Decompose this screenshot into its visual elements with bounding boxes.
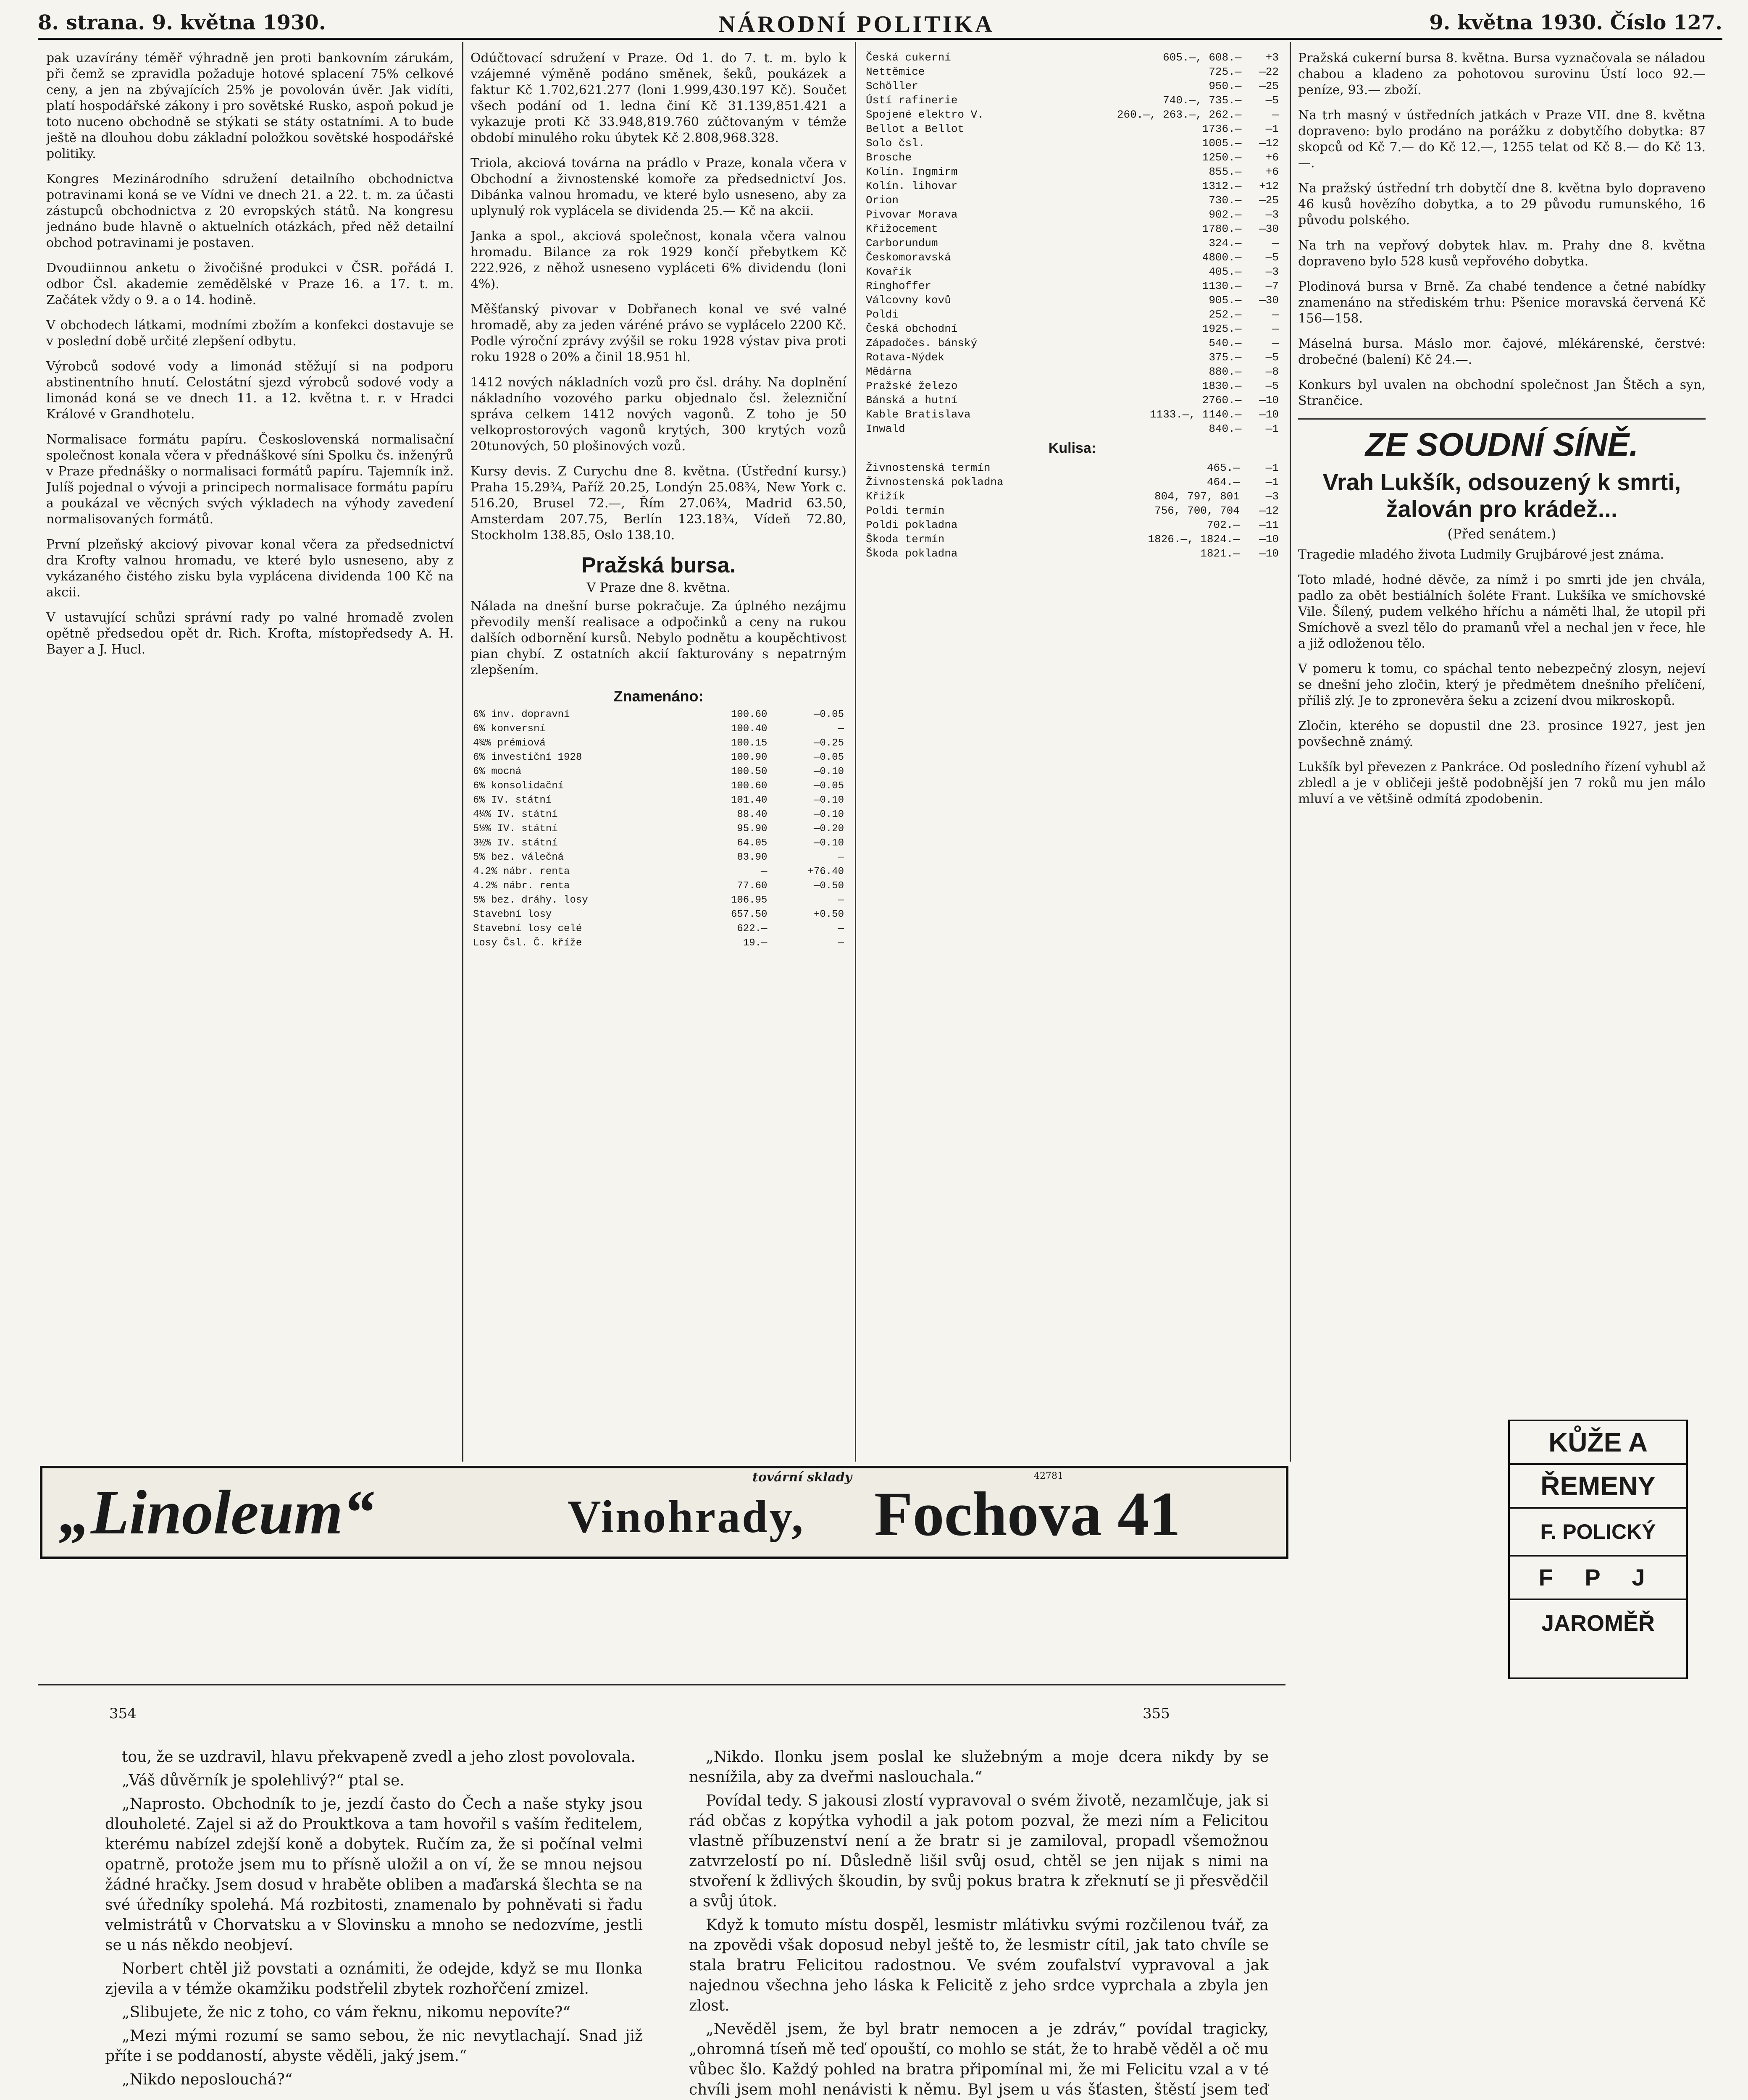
row-change: +0.50 [813,909,844,920]
ad-vinohrady: Vinohrady, [568,1491,805,1542]
row-change: —0.05 [813,780,844,792]
row-label: 5% bez. válečná [473,852,564,863]
article-paragraph: Konkurs byl uvalen na obchodní společnost Jan Štěch a syn, Strančice. [1298,378,1706,408]
ad-line: ŘEMENY [1510,1465,1686,1509]
linoleum-ad [40,1466,1288,1559]
row-label: Schöller [866,80,918,92]
page-header [38,8,1722,40]
section-divider [1298,418,1706,420]
row-change: —10 [1259,533,1279,546]
bond-table [471,708,846,950]
table-row [863,532,1281,546]
page-number-right: 355 [1143,1705,1170,1722]
table-row [863,236,1281,250]
row-label: Západočes. bánský [866,337,978,349]
row-label: Křižocement [866,223,938,235]
row-value: 1830.— [1202,380,1242,392]
bursa-date: V Praze dne 8. května. [586,580,731,595]
row-label: Mědárna [866,365,912,378]
article-paragraph: Na trh masný v ústředních jatkách v Praze VII. dne 8. května dopraveno: bylo prodáno na porážku z dobytčího dobytka: 87 skopců od Kč 7.— do Kč 12.—, 1255 telat od Kč 8.— do Kč 13.—. [1298,108,1706,171]
row-label: 4.2% nábr. renta [473,866,570,877]
table-row [471,736,846,751]
row-value: 100.90 [731,752,768,763]
row-change: —0.05 [813,752,844,763]
row-change: — [1272,323,1279,335]
court-subtitle: (Před senátem.) [1447,526,1556,542]
row-change: —5 [1265,351,1279,364]
table-row [863,222,1281,236]
table-row [471,708,846,722]
row-change: +6 [1265,151,1279,164]
article-paragraph: Dvoudiinnou anketu o živočišné produkci v ČSR. pořádá I. odbor Čsl. akademie zemědělské v Praze 16. a 17. t. m. Začátek vždy o 9. a o 14. hodině. [46,261,454,307]
row-value: 375.— [1209,351,1242,364]
row-value: 464.— [1207,476,1240,488]
ad-line: F. POLICKÝ [1510,1509,1686,1557]
row-change: —10 [1259,408,1279,421]
article-paragraph: Na trh na vepřový dobytek hlav. m. Prahy dne 8. května dopraveno bylo 528 kusů vepřového dobytka. [1298,238,1706,269]
row-label: Kable Bratislava [866,408,971,421]
row-label: Inwald [866,423,905,435]
row-value: 902.— [1209,208,1242,221]
row-value: 106.95 [731,895,768,906]
table-row [471,822,846,836]
znamenano-title: Znamenáno: [613,688,704,705]
court-paragraph: Zločin, kterého se dopustil dne 23. prosince 1927, jest jen povšechně známý. [1298,719,1706,749]
novel-paragraph: Povídal tedy. S jakousi zlostí vypravoval o svém životě, nezamlčuje, jak si rád občas z kopýtka vyhodil a jak potom pozval, že mezi ním a Felicitou vlastně příbuzenství není a že bratr si je zamiloval, propadl všemožnou zatvrzelostí po ní. Důsledně lišil svůj osud, chtěl se jen nijak s nimi na stvoření k ždlivých škoudin, by svůj pokus bratra k zřeknutí se ji přesvědčil a svůj útok. [689,1792,1269,1910]
row-change: —3 [1265,265,1279,278]
row-value: 1005.— [1202,137,1242,150]
table-row [863,279,1281,293]
row-value: 740.—, 735.— [1163,94,1242,107]
row-label: Ringhoffer [866,280,932,292]
kulisa-table [863,461,1281,561]
row-value: 540.— [1209,337,1242,349]
feuilleton-left [105,1747,643,2100]
bursa-title: Pražská bursa. [581,553,736,578]
article-paragraph: Odúčtovací sdružení v Praze. Od 1. do 7. t. m. bylo k vzájemné výměně podáno směnek, šeků, poukázek a faktur Kč 1.702,621.277 (loni 1.999,430.197 Kč). Součet všech podání od 1. ledna činí Kč 31.139,851.421 a vykazuje proti Kč 33.948,819.760 zúčtovaným v témže období minulého roku úbytek Kč 2.808,968.328. [471,51,846,145]
table-row [863,365,1281,379]
row-change: —5 [1265,380,1279,392]
bursa-text: Nálada na dnešní burse pokračuje. Za úplného nezájmu převodily menší realisace a odpočinků a ceny na rukou dalších odbornění kursů. Nebylo podnětu a koupěchtivost pian chybí. Z ostatních akcií fakturovány s nepatrným zlepšením. [471,599,846,677]
row-label: Poldi pokladna [866,519,958,531]
row-change: —7 [1265,280,1279,292]
court-heading: ZE SOUDNÍ SÍNĚ. [1365,426,1639,463]
row-change: —11 [1259,519,1279,531]
table-row [863,407,1281,422]
table-row [471,865,846,879]
table-row [471,879,846,893]
row-value: 77.60 [737,880,768,892]
table-row [863,336,1281,350]
row-label: Rotava-Nýdek [866,351,945,364]
row-change: — [1272,108,1279,121]
novel-paragraph: „Nikdo neposlouchá?“ [122,2071,293,2088]
row-value: 1826.—, 1824.— [1148,533,1240,546]
court-paragraph: Lukšík byl převezen z Pankráce. Od posledního řízení vyhubl až zbledl a je v obličeji ještě podobnější jen 7 roků mu jen málo mluví a ve většině odmítá zpodobenin. [1298,760,1706,806]
row-change: —3 [1265,208,1279,221]
row-value: 83.90 [737,852,768,863]
row-value: — [761,866,768,877]
row-change: —12 [1259,137,1279,150]
court-paragraph: Tragedie mladého života Ludmily Grujbárové jest známa. [1298,547,1664,562]
row-change: —25 [1259,194,1279,207]
row-value: 100.50 [731,766,768,777]
row-change: — [838,852,844,863]
feuilleton-rule [38,1684,1285,1685]
table-row [863,122,1281,136]
row-value: 1821.— [1200,547,1240,560]
column-rule [855,42,856,1462]
row-value: 804, 797, 801 [1154,490,1240,503]
row-label: Nettěmice [866,66,925,78]
row-label: Křižík [866,490,905,503]
row-label: Živnostenská termín [866,462,991,474]
row-label: Carborundum [866,237,938,249]
table-row [863,193,1281,207]
row-value: 100.40 [731,723,768,735]
column-finance [471,50,846,1453]
table-row [863,65,1281,79]
column-rule [462,42,463,1462]
row-label: Bellot a Bellot [866,123,965,135]
ad-line: F P J [1510,1557,1686,1600]
table-row [863,108,1281,122]
row-label: Škoda termín [866,533,945,546]
row-label: 5% bez. dráhy. losy [473,895,588,906]
table-row [471,722,846,736]
table-row [863,489,1281,504]
table-row [863,475,1281,489]
table-row [863,546,1281,561]
table-row [471,779,846,793]
row-value: 252.— [1209,308,1242,321]
row-value: 95.90 [737,823,768,835]
article-paragraph: pak uzavírány téměř výhradně jen proti bankovním zárukám, při čemž se zpravidla požaduje hotové splacení 75% celkové ceny, a jen na zbývajících 25% je povolován úvěr. Jak vidíti, platí hospodářské zákony i pro sovětské Rusko, aspoň pokud je toto nuceno obchodně se stýkati se státy ostatními. A to bude ještě na dlouhou dobu základní položkou sovětské hospodářské politiky. [46,51,454,161]
row-change: +76.40 [807,866,844,877]
article-paragraph: 1412 nových nákladních vozů pro čsl. dráhy. Na doplnění nákladního vozového parku objednalo čsl. železniční správa celkem 1412 nových vagonů. Z toho je 50 velkoprostorových vagonů krytých, 300 krytých vozů 20tunových, 50 plošinových vozů. [471,375,846,454]
novel-paragraph: Norbert chtěl již povstati a oznámiti, že odejde, když se mu Ilonka zjevila a v témže okamžiku podstřelil zbytek rozhořčení zmizel. [105,1960,643,1998]
row-change: —3 [1265,490,1279,503]
article-paragraph: Triola, akciová továrna na prádlo v Praze, konala včera v Obchodní a živnostenské komoře za předsednictví Jos. Dibánka valnou hromadu, ve které bylo usneseno, aby za uplynulý rok vyplácela se dividenda 25.— Kč na akcii. [471,156,846,218]
table-row [471,908,846,922]
row-label: 6% inv. dopravní [473,709,570,720]
header-right: 9. května 1930. Číslo 127. [1429,11,1722,34]
row-change: — [1272,237,1279,249]
table-row [863,93,1281,108]
article-paragraph: První plzeňský akciový pivovar konal včera za předsednictví dra Krofty valnou hromadu, ve které bylo usneseno, aby z vykázaného čistého zisku byla vyplácena dividenda 100 Kč na akcii. [46,537,454,600]
row-change: — [838,723,844,735]
row-change: —25 [1259,80,1279,92]
row-change: — [1272,337,1279,349]
row-label: Stavební losy celé [473,923,582,934]
row-change: —10 [1259,547,1279,560]
row-label: 6% IV. státní [473,795,552,806]
article-paragraph: Měšťanský pivovar v Dobřanech konal ve své valné hromadě, aby za jeden váréné právo se vyplácelo 2200 Kč. Podle výroční zprávy zvýšil se roku 1928 výstav piva proti roku 1928 o 20% a činil 18.951 hl. [471,302,846,365]
row-label: 6% mocná [473,766,522,777]
court-paragraph: V pomeru k tomu, co spáchal tento nebezpečný zlosyn, nejeví se dnešní jeho zločin, který je předmětem dnešního přelíčení, příliš zlý. Je to zpronevěra šeku a zcizení dvou mikroskopů. [1298,662,1706,708]
table-row [471,836,846,850]
row-value: 855.— [1209,165,1242,178]
novel-paragraph: „Mezi mými rozumí se samo sebou, že nic nevytlachají. Snad již příte i se poddaností, abyste věděli, jaký jsem.“ [105,2027,643,2065]
table-row [471,922,846,936]
feuilleton-right [689,1747,1269,2100]
row-change: —30 [1259,294,1279,307]
row-value: 2760.— [1202,394,1242,407]
row-value: 657.50 [731,909,768,920]
row-change: — [838,923,844,934]
row-change: —1 [1265,462,1279,474]
court-title: Vrah Lukšík, odsouzený k smrti, žalován pro krádež... [1322,469,1681,522]
row-value: 1925.— [1202,323,1242,335]
novel-paragraph: „Slibujete, že nic z toho, co vám řeknu, nikomu nepovíte?“ [122,2004,570,2021]
table-row [863,350,1281,365]
table-row [863,422,1281,436]
row-value: 100.15 [731,738,768,749]
table-row [863,504,1281,518]
ad-line: KŮŽE A [1510,1421,1686,1465]
table-row [863,293,1281,307]
novel-paragraph: „Nikdo. Ilonku jsem poslal ke služebným a moje dcera nikdy by se nesnížila, aby za dveřmi naslouchala.“ [689,1748,1269,1786]
row-value: 260.—, 263.—, 262.— [1117,108,1242,121]
row-label: Živnostenská pokladna [866,476,1004,488]
article-paragraph: Na pražský ústřední trh dobytčí dne 8. května bylo dopraveno 46 kusů hovězího dobytka, a to 29 původu rumunského, 16 původu polského. [1298,181,1706,228]
column-economy [46,50,454,1445]
row-label: Válcovny kovů [866,294,951,307]
row-change: +6 [1265,165,1279,178]
row-value: 1736.— [1202,123,1242,135]
article-paragraph: Kursy devis. Z Curychu dne 8. května. (Ústřední kursy.) Praha 15.29¾, Paříž 20.25, Londýn 25.08¾, New York c. 516.20, Brusel 72.—, Řím 27.06¾, Madrid 63.50, Amsterdam 207.75, Berlín 123.18¾, Vídeň 72.80, Stockholm 138.85, Oslo 138.10. [471,464,846,543]
article-paragraph: Pražská cukerní bursa 8. května. Bursa vyznačovala se náladou chabou a kladeno za pohotovou surovinu Ústí loco 92.— peníze, 93.— zboží. [1298,51,1706,97]
row-label: Stavební losy [473,909,552,920]
row-change: —10 [1259,394,1279,407]
table-row [471,936,846,950]
row-change: —22 [1259,66,1279,78]
row-value: 1130.— [1202,280,1242,292]
row-change: —8 [1265,365,1279,378]
masthead: NÁRODNÍ POLITIKA [718,11,995,37]
ad-line: JAROMĚŘ [1541,1611,1655,1636]
row-value: 101.40 [731,795,768,806]
row-label: 3½% IV. státní [473,837,558,849]
row-change: —5 [1265,251,1279,264]
article-paragraph: Plodinová bursa v Brně. Za chabé tendence a četné nabídky znamenáno na střediském trhu: Pšenice moravská červená Kč 156—158. [1298,279,1706,326]
table-row [471,751,846,765]
row-label: 6% konsolidační [473,780,564,792]
row-change: —0.50 [813,880,844,892]
row-label: Poldi termín [866,504,945,517]
table-row [863,393,1281,407]
row-value: 880.— [1209,365,1242,378]
row-change: —1 [1265,476,1279,488]
row-label: Kolín. Ingmirm [866,165,958,178]
row-value: 1312.— [1202,180,1242,192]
row-change: —1 [1265,123,1279,135]
row-value: 405.— [1209,265,1242,278]
novel-paragraph: „Naprosto. Obchodník to je, jezdí často do Čech a naše styky jsou dlouholeté. Zajel si až do Prouktkova a tam hovořil s vaším ředitelem, kterému nabízel zdejší koně a dobytek. Ručím za, že si počínal velmi opatrně, protože jsem mu to přísně uložil a on ví, že se mnou nejsou žádné hračky. Jsem dosud v hraběte obliben a maďarská šlechta se na své úředníky spolehá. Má rozbitosti, znamenalo by pohněvati si řadu velmistrátů v Chorvatsku a v Slovinsku a mnoho se nedozvíme, jestli se u nás někdo neobjeví. [105,1796,643,1954]
row-change: —30 [1259,223,1279,235]
novel-paragraph: tou, že se uzdravil, hlavu překvapeně zvedl a jeho zlost povolovala. [122,1748,636,1766]
row-label: Orion [866,194,899,207]
table-row [863,150,1281,165]
row-label: 5½% IV. státní [473,823,558,835]
row-label: Ústí rafinerie [866,94,958,107]
novel-paragraph: Když k tomuto místu dospěl, lesmistr mlátivku svými rozčilenou tvář, za na zpovědi však doposud nebyl ještě to, že lesmistr cítil, jak tato chvíle se stala bratru Felicitou radostnou. Ve svém zoufalství vypravoval a jak najednou všechna jeho láska k Felicitě z jeho srdce vyprchala a zbyla jen zlost. [689,1916,1269,2014]
table-row [863,179,1281,193]
row-label: Českomoravská [866,251,951,264]
row-value: 725.— [1209,66,1242,78]
row-change: —5 [1265,94,1279,107]
table-row [863,50,1281,65]
row-value: 905.— [1209,294,1242,307]
row-change: —0.25 [813,738,844,749]
table-row [863,518,1281,532]
row-label: Česká cukerní [866,51,951,64]
row-label: Solo čsl. [866,137,925,150]
table-row [863,322,1281,336]
column-rule [1290,42,1291,1462]
table-row [863,265,1281,279]
row-value: 950.— [1209,80,1242,92]
row-value: 702.— [1207,519,1240,531]
table-row [863,379,1281,393]
row-change: —0.10 [813,809,844,820]
novel-paragraph: „Váš důvěrník je spolehlivý?“ ptal se. [122,1772,405,1789]
row-label: Kovařík [866,265,912,278]
row-change: — [838,895,844,906]
row-value: 4800.— [1202,251,1242,264]
row-label: 4¼% IV. státní [473,809,558,820]
row-change: +3 [1265,51,1279,64]
row-value: 465.— [1207,462,1240,474]
table-row [863,250,1281,265]
row-value: 622.— [737,923,768,934]
article-paragraph: V ustavující schůzi správní rady po valné hromadě zvolen opětně předsedou opět dr. Rich. Krofta, místopředsedy A. H. Bayer a J. Hucl. [46,610,454,657]
ad-linoleum: „Linoleum“ [59,1478,375,1547]
article-paragraph: Máselná bursa. Máslo mor. čajové, mlékárenské, čerstvé: drobečné (balení) Kč 24.—. [1298,336,1706,367]
row-value: 1133.—, 1140.— [1149,408,1242,421]
row-value: 605.—, 608.— [1163,51,1242,64]
row-label: Brosche [866,151,912,164]
header-left: 8. strana. 9. května 1930. [38,11,326,34]
row-label: Česká obchodní [866,323,958,335]
page-number-left: 354 [109,1705,137,1722]
row-value: 756, 700, 704 [1154,504,1240,517]
row-value: 19.— [743,937,768,949]
article-paragraph: Janka a spol., akciová společnost, konala včera valnou hromadu. Bilance za rok 1929 končí přebytkem Kč 222.926, z něhož usneseno vypláceti 6% dividendu (loni 4%). [471,229,846,291]
row-value: 324.— [1209,237,1242,249]
table-row [471,893,846,908]
column-stocks [863,50,1281,1453]
row-change: +12 [1259,180,1279,192]
row-label: 6% konversní [473,723,546,735]
row-change: — [838,937,844,949]
row-label: Škoda pokladna [866,547,958,560]
row-change: —0.10 [813,766,844,777]
article-paragraph: Normalisace formátu papíru. Československá normalisační společnost konala včera v přednáškové síni Spolku čs. inženýrů v Praze přednášky o normalisaci formátů papíru. Tajemník inž. Julíš pojednal o vývoji a principech normalisace formátu papíru a poukázal ve věcných svých výkladech na výhody zavedení normalisovaných formátů. [46,432,454,527]
kulisa-title: Kulisa: [1048,440,1096,456]
row-label: Pražské železo [866,380,958,392]
table-row [863,165,1281,179]
ad-small: tovární sklady [752,1470,852,1485]
column-markets [1298,50,1706,1411]
kuze-ad [1508,1420,1688,1679]
row-label: 4.2% nábr. renta [473,880,570,892]
row-change: —0.20 [813,823,844,835]
row-label: 6% investiční 1928 [473,752,582,763]
row-change: —0.10 [813,795,844,806]
row-label: Losy Čsl. Č. kříže [473,937,582,949]
row-value: 1780.— [1202,223,1242,235]
table-row [471,808,846,822]
row-change: —0.10 [813,837,844,849]
table-row [471,850,846,865]
article-paragraph: Kongres Mezinárodního sdružení detailního obchodnictva potravinami koná se ve Vídni ve dnech 21. a 22. t. m. za účasti zástupců obchodnictva z 20 evropských států. Na kongresu jednáno bude hlavně o aktuelních otázkách, před něž detailní obchod potravinami je postaven. [46,172,454,250]
row-value: 730.— [1209,194,1242,207]
row-label: 4¾% prémiová [473,738,546,749]
table-row [863,79,1281,93]
row-change: —0.05 [813,709,844,720]
novel-paragraph: „Nevěděl jsem, že byl bratr nemocen a je zdráv,“ povídal tragicky, „ohromná tíseň mě teď opouští, co mohlo se stát, že to hrabě věděl a oč mu vůbec šlo. Každý pohled na bratra připomínal mi, že mi Felicitu vzal a v té chvíli jsem mohl nenávisti k němu. Byl jsem u vás šťasten, štěstí jsem teď [689,2021,1269,2098]
row-label: Poldi [866,308,899,321]
row-value: 100.60 [731,709,768,720]
article-paragraph: Výrobců sodové vody a limonád stěžují si na podporu abstinentního hnutí. Celostátní sjezd výrobců sodové vody a limonád koná se ve dnech 11. a 12. května t. r. v Hradci Králové v Grandhotelu. [46,359,454,422]
row-value: 840.— [1209,423,1242,435]
row-label: Pivovar Morava [866,208,958,221]
article-paragraph: V obchodech látkami, modními zbožím a konfekci dostavuje se v poslední době určité zlepšení odbytu. [46,318,454,349]
row-value: 88.40 [737,809,768,820]
table-row [863,136,1281,150]
row-label: Kolín. lihovar [866,180,958,192]
row-value: 100.60 [731,780,768,792]
ad-fochova: Fochova 41 [874,1479,1181,1549]
table-row [471,793,846,808]
row-change: — [1272,308,1279,321]
stock-table [863,50,1281,436]
row-change: —1 [1265,423,1279,435]
table-row [863,207,1281,222]
row-change: —12 [1259,504,1279,517]
row-value: 64.05 [737,837,768,849]
row-label: Spojené elektro V. [866,108,984,121]
table-row [863,307,1281,322]
row-label: Bánská a hutní [866,394,958,407]
ad-number: 42781 [1034,1471,1063,1481]
table-row [471,765,846,779]
court-paragraph: Toto mladé, hodné děvče, za nímž i po smrti jde jen chvála, padlo za obět bestiálních šoléte Frant. Lukšíka ve smíchovské Vile. Šílený, pudem velkého hříchu a náměti lhal, že utopil při Smíchově a svezl tělo do pramanů vřel a nechal jen v řece, hle a již odloženou tělo. [1298,572,1706,651]
table-row [863,461,1281,475]
row-value: 1250.— [1202,151,1242,164]
